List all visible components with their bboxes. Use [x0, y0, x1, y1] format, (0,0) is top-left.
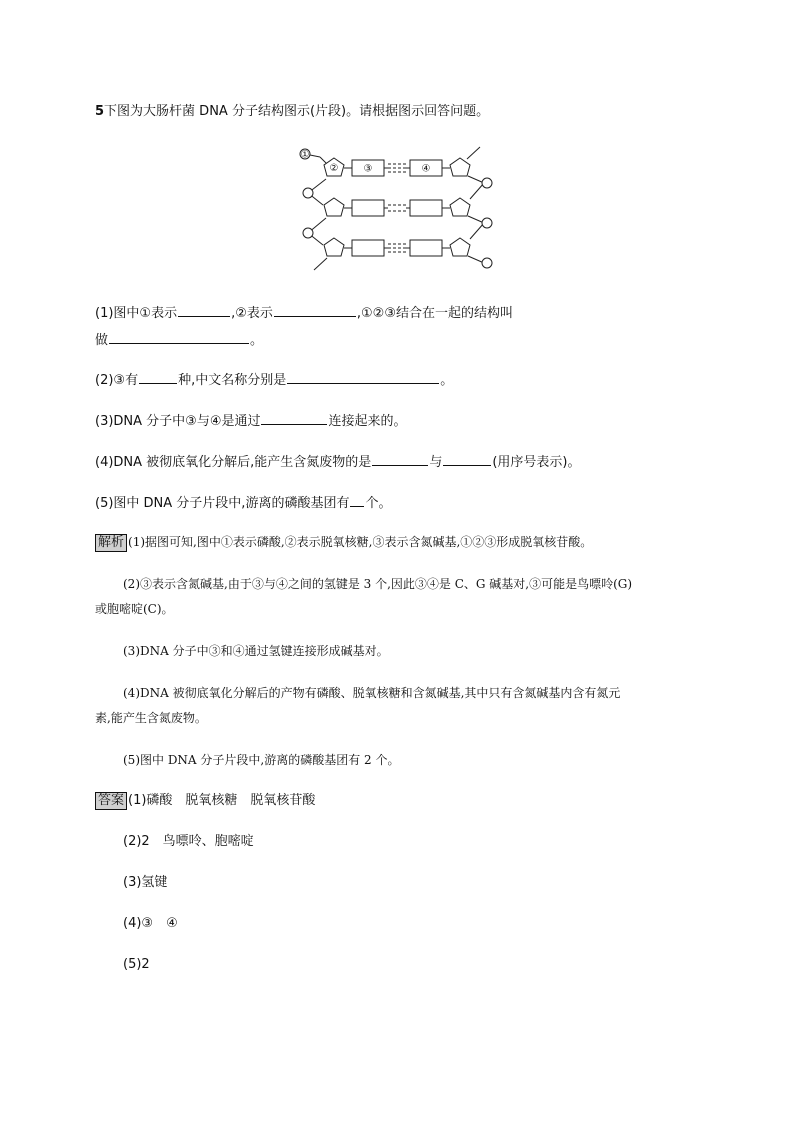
question-number: 5 [95, 104, 105, 119]
figure-label-sugar: ② [329, 163, 339, 174]
explanation-tag: 解析 [95, 534, 127, 552]
base-box-left-2 [352, 200, 384, 216]
explanation-line-6: 素,能产生含氮废物。 [95, 711, 207, 725]
phosphate-circle-left-3 [303, 228, 313, 238]
question-stem-text: 下图为大肠杆菌 DNA 分子结构图示(片段)。请根据图示回答问题。 [104, 104, 490, 119]
figure-label-base-3: ③ [363, 163, 373, 175]
answer-tag: 答案 [95, 792, 127, 810]
answer-blank-2b[interactable] [287, 369, 439, 384]
phosphate-circle-right-2 [482, 218, 492, 228]
explanation-line-5: (4)DNA 被彻底氧化分解后的产物有磷酸、脱氧核糖和含氮碱基,其中只有含氮碱基内含有氮元 [123, 686, 621, 700]
base-box-left-3 [352, 240, 384, 256]
figure-label-base-4: ④ [421, 163, 431, 175]
answer-blank-1a[interactable] [178, 302, 230, 317]
subquestion-4: (4)DNA 被彻底氧化分解后,能产生含氮废物的是 与 (用序号表示)。 [95, 451, 580, 472]
sugar-pentagon-left-2 [324, 198, 344, 216]
subquestion-1: (1)图中①表示 ,②表示 ,①②③结合在一起的结构叫 [95, 302, 513, 323]
sugar-pentagon-right-1 [450, 158, 470, 176]
explanation-line-1: 解析 (1)据图可知,图中①表示磷酸,②表示脱氧核糖,③表示含氮碱基,①②③形成脱氧核苷酸。 [95, 533, 592, 552]
figure-label-phosphate: ① [300, 149, 310, 161]
answer-line-1: 答案 (1)磷酸 脱氧核糖 脱氧核苷酸 [95, 792, 315, 810]
phosphate-circle-left-2 [303, 188, 313, 198]
answer-blank-5[interactable] [350, 492, 364, 507]
base-box-right-2 [410, 200, 442, 216]
bond-strand-end-left [314, 258, 327, 270]
answer-line-5: (5)2 [123, 957, 150, 972]
explanation-line-2: (2)③表示含氮碱基,由于③与④之间的氢键是 3 个,因此③④是 C、G 碱基对,③可能是鸟嘌呤(G) [123, 577, 633, 591]
sugar-pentagon-left-3 [324, 238, 344, 256]
answer-blank-4a[interactable] [372, 451, 428, 466]
answer-blank-3[interactable] [261, 410, 327, 425]
base-box-right-3 [410, 240, 442, 256]
subquestion-1-continued: 做 。 [95, 329, 263, 350]
answer-line-3: (3)氢键 [123, 875, 168, 890]
phosphate-circle-right-1 [482, 178, 492, 188]
subquestion-5: (5)图中 DNA 分子片段中,游离的磷酸基团有 个。 [95, 492, 391, 513]
explanation-line-4: (3)DNA 分子中③和④通过氢键连接形成碱基对。 [123, 644, 389, 658]
explanation-line-7: (5)图中 DNA 分子片段中,游离的磷酸基团有 2 个。 [123, 753, 400, 767]
question-stem [95, 103, 489, 121]
explanation-line-3: 或胞嘧啶(C)。 [95, 602, 174, 616]
answer-blank-1c[interactable] [109, 329, 249, 344]
sugar-pentagon-right-3 [450, 238, 470, 256]
answer-line-2: (2)2 鸟嘌呤、胞嘧啶 [123, 834, 254, 849]
bond-strand-end-right [467, 147, 480, 159]
phosphate-circle-right-3 [482, 258, 492, 268]
answer-line-4: (4)③ ④ [123, 916, 178, 931]
dna-structure-figure [296, 143, 496, 277]
answer-blank-1b[interactable] [274, 302, 356, 317]
answer-blank-4b[interactable] [443, 451, 491, 466]
answer-blank-2a[interactable] [139, 369, 177, 384]
sugar-pentagon-right-2 [450, 198, 470, 216]
subquestion-3: (3)DNA 分子中③与④是通过 连接起来的。 [95, 410, 407, 431]
subquestion-2: (2)③有 种,中文名称分别是 。 [95, 369, 453, 390]
